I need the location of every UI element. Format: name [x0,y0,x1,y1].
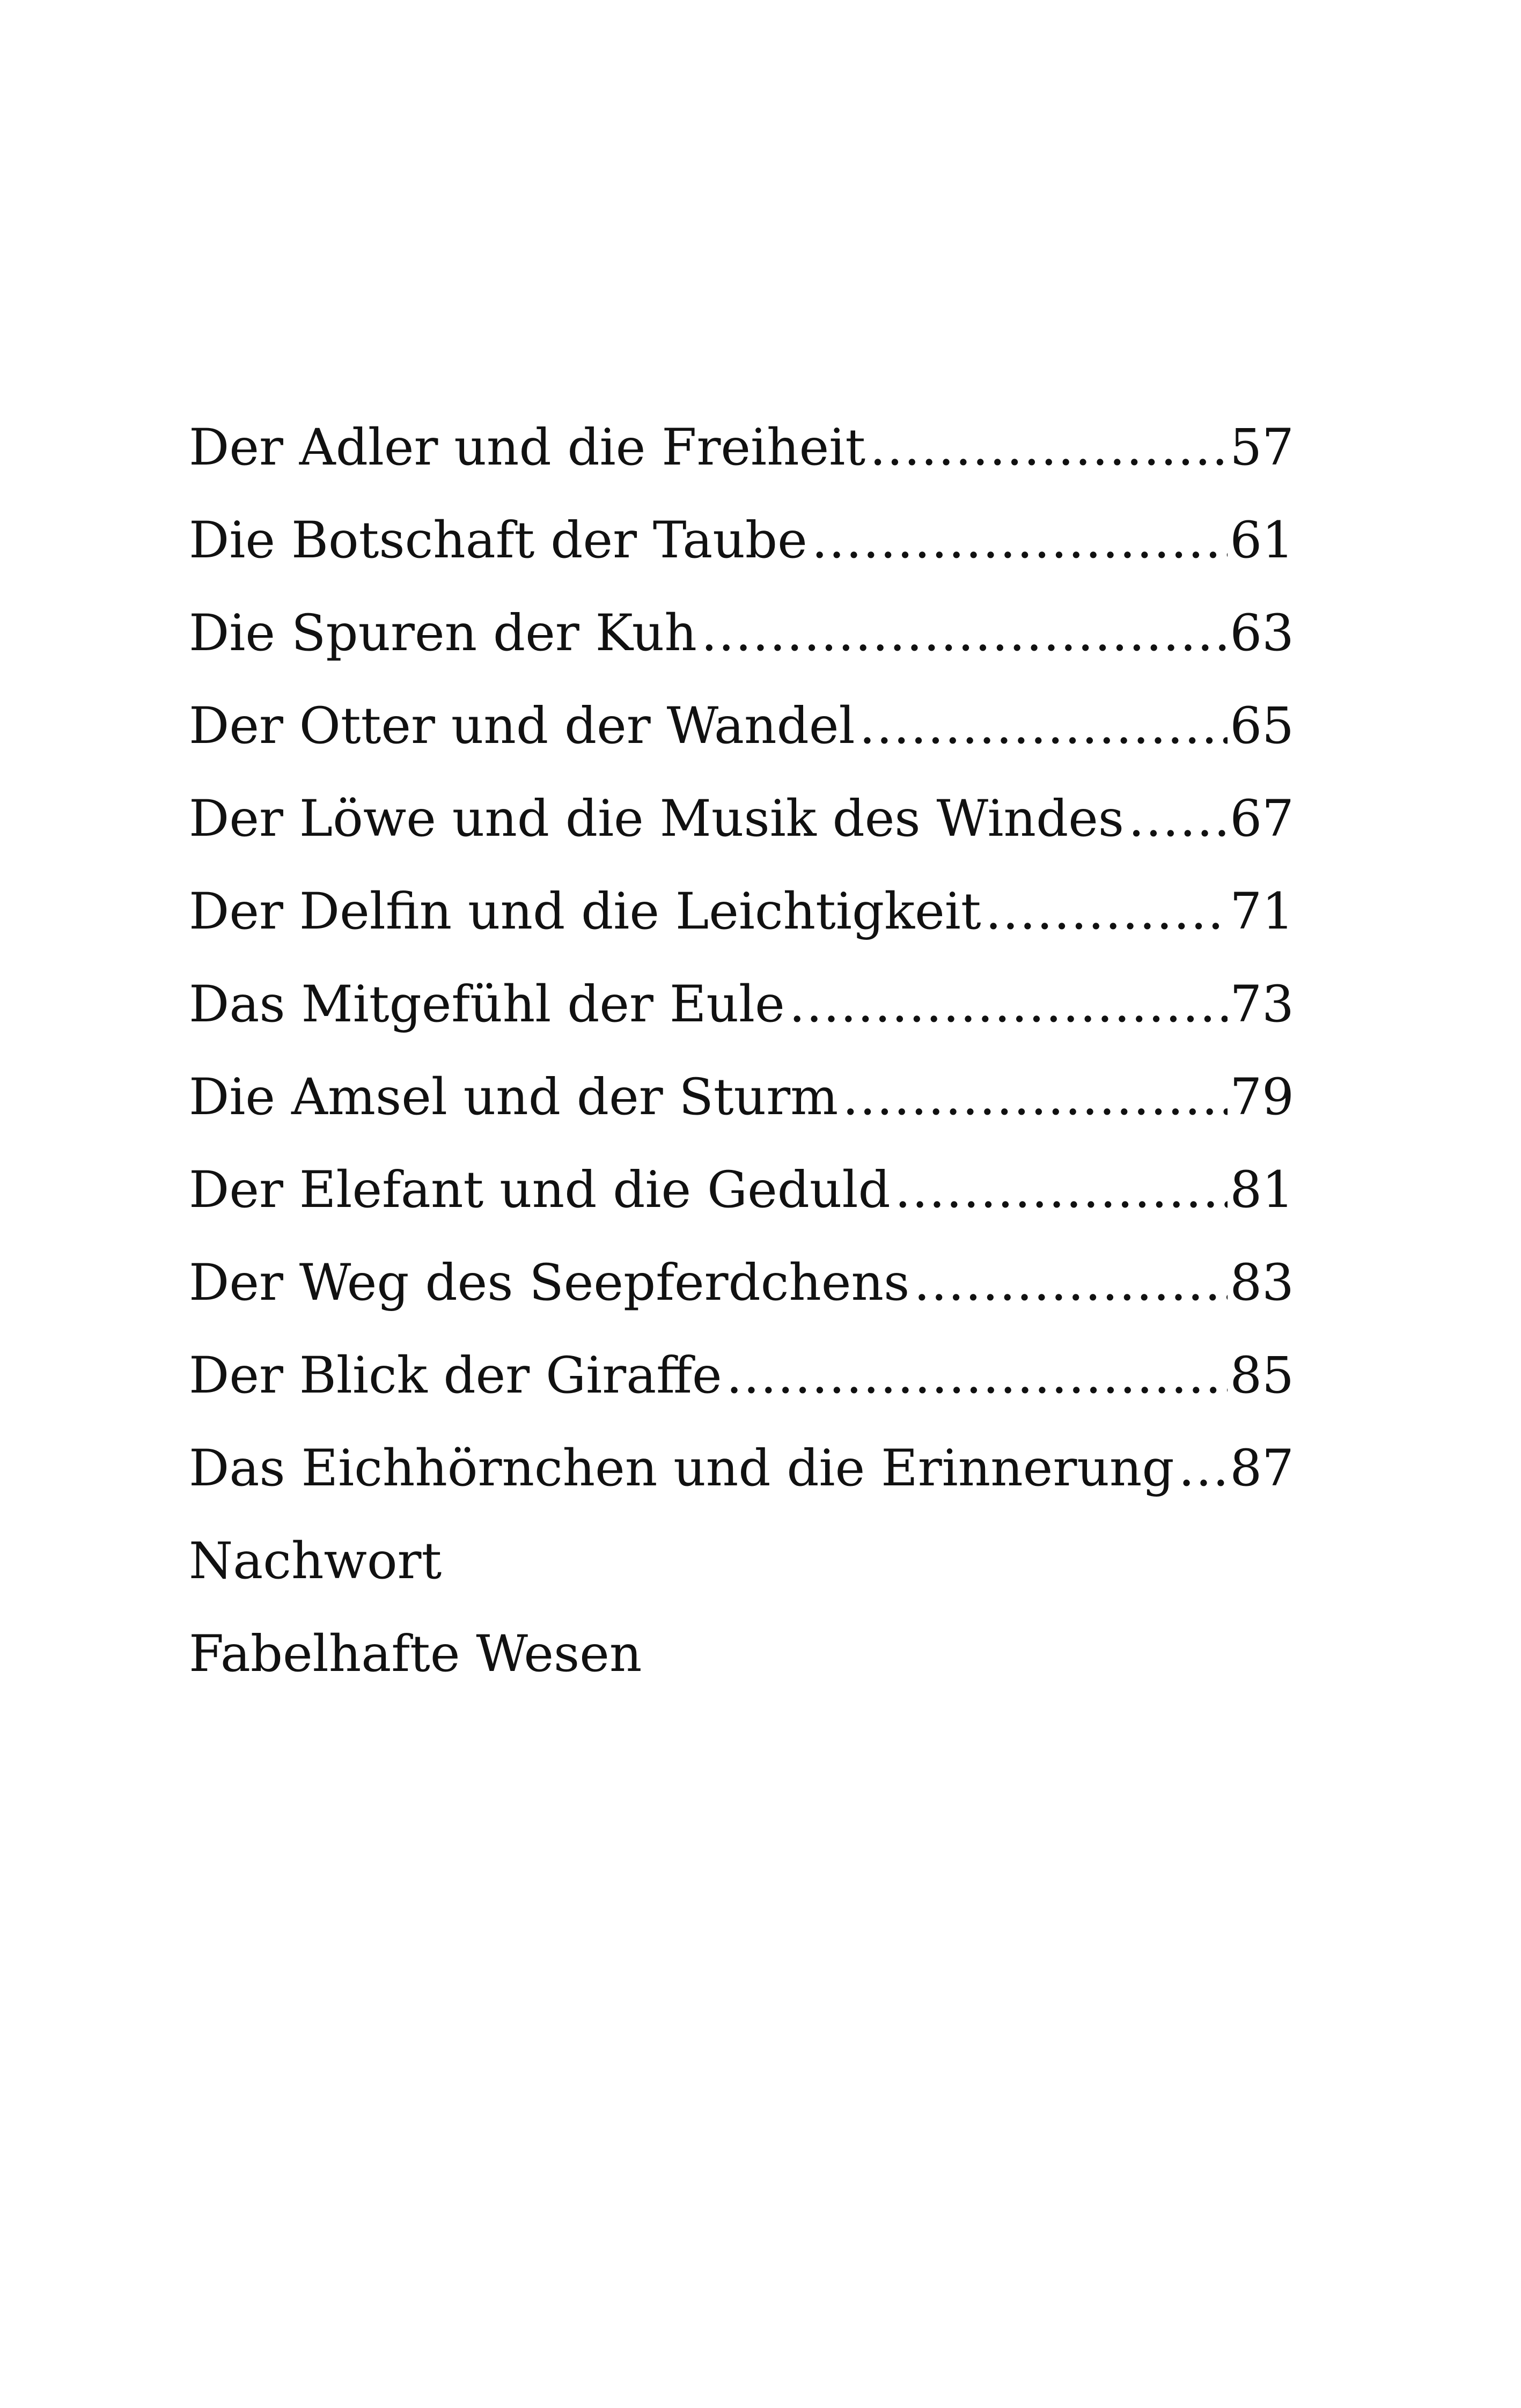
toc-dot-leader [914,1236,1228,1329]
toc-entry-page: 57 [1230,418,1294,477]
toc-entry-title: Der Elefant und die Geduld [189,1161,891,1219]
toc-entry-title: Die Amsel und der Sturm [189,1068,839,1126]
toc-entry-page: 63 [1230,604,1294,662]
toc-entry [189,680,1294,772]
toc-entry [189,494,1294,587]
toc-entry-page: 67 [1230,790,1294,848]
toc-dot-leader [726,1329,1228,1422]
toc-dot-leader [1128,772,1228,865]
toc-entry-title: Das Mitgefühl der Eule [189,975,785,1034]
toc-entry-title: Die Botschaft der Taube [189,511,807,570]
toc-entry [189,958,1294,1051]
toc-dot-leader [1179,1422,1228,1515]
toc-entry [189,865,1294,958]
toc-entry-title: Der Löwe und die Musik des Windes [189,790,1125,848]
toc-entry [189,587,1294,680]
toc-entry [189,1608,1294,1700]
toc-entry-title: Der Otter und der Wandel [189,697,855,755]
toc-entry-page: 61 [1230,511,1294,570]
toc-entry [189,772,1294,865]
toc-entry-page: 83 [1230,1254,1294,1312]
toc-dot-leader [986,865,1228,958]
toc-entry-page: 73 [1230,975,1294,1034]
toc-dot-leader [859,680,1228,772]
toc-dot-leader [895,1144,1228,1236]
toc-entry [189,1422,1294,1515]
toc-entry [189,1144,1294,1236]
toc-entry-title: Das Eichhörnchen und die Erinnerung [189,1439,1174,1498]
toc-entry-title: Der Weg des Seepferdchens [189,1254,910,1312]
toc-entry-page: 81 [1230,1161,1294,1219]
toc-entry-title: Der Adler und die Freiheit [189,418,866,477]
toc-entry-title: Der Delfin und die Leichtigkeit [189,882,981,941]
toc-entry [189,401,1294,494]
toc-entry-page: 87 [1230,1439,1294,1498]
toc-dot-leader [789,958,1228,1051]
toc-dot-leader [870,401,1228,494]
toc-entry [189,1515,1294,1608]
table-of-contents [189,401,1294,1700]
toc-entry-page: 71 [1230,882,1294,941]
toc-entry-title: Die Spuren der Kuh [189,604,697,662]
toc-entry [189,1051,1294,1144]
toc-dot-leader [842,1051,1228,1144]
toc-entry-page: 65 [1230,697,1294,755]
toc-dot-leader [812,494,1228,587]
toc-entry-title: Fabelhafte Wesen [189,1625,642,1683]
toc-entry [189,1236,1294,1329]
toc-entry [189,1329,1294,1422]
toc-entry-title: Nachwort [189,1532,442,1590]
toc-entry-title: Der Blick der Giraffe [189,1346,722,1405]
toc-entry-page: 79 [1230,1068,1294,1126]
toc-entry-page: 85 [1230,1346,1294,1405]
toc-dot-leader [701,587,1228,680]
